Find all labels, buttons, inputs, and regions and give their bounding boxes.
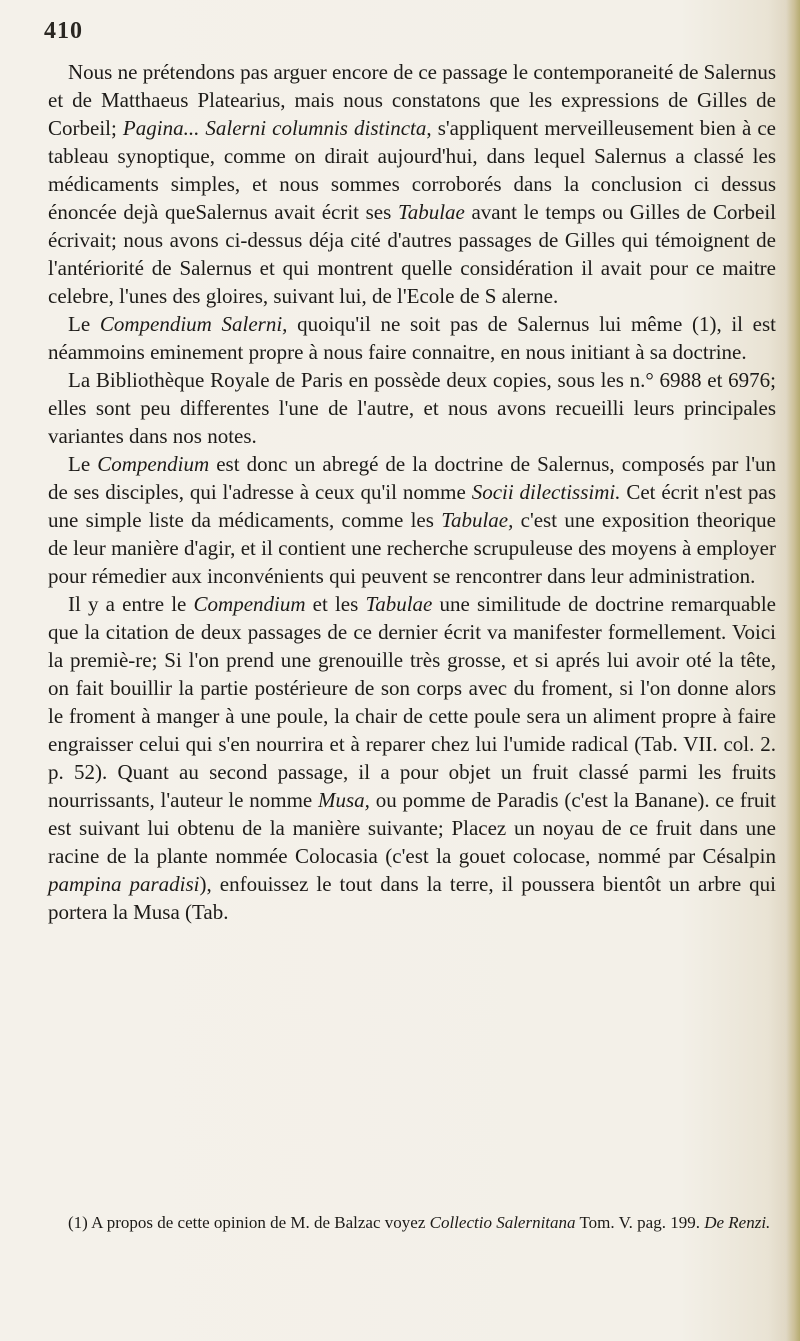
text-run: Nous ne prétendons pas arguer encore de ce passage le contemporaneité de Salernus et de Matthaeus Platearius, mais nous constatons que les expressions de Gilles de Corbeil; <box>48 60 776 140</box>
text-run: et les <box>305 592 366 616</box>
paragraph <box>48 590 776 926</box>
footnote <box>48 1212 776 1234</box>
italic-run: Pagina... Salerni columnis distincta <box>122 116 427 140</box>
paragraph <box>48 366 776 450</box>
text-run: , s'appliquent merveilleusement bien à ce tableau synoptique, comme on dirait aujourd'hui, dans lequel Salernus a classé les médicaments simples, et nous sommes corroborés dans la conclusion ci dessus énoncée dejà queSalernus avait écrit ses <box>48 116 777 224</box>
page-edge-shadow <box>786 0 800 1341</box>
text-run: Il y a entre le <box>68 592 194 616</box>
italic-run: Musa, <box>318 788 370 812</box>
text-run: La Bibliothèque Royale de Paris en possède deux copies, sous les n.° 6988 et 6976; elles sont peu differentes l'une de l'autre, et nous avons recueilli leurs principales variantes dans nos notes. <box>48 368 776 448</box>
italic-run: Compendium <box>193 592 306 616</box>
text-run: ), enfouissez le tout dans la terre, il poussera bientôt un arbre qui portera la Musa (Tab. <box>48 872 776 924</box>
body-text <box>48 58 776 926</box>
text-run: ou pomme de Paradis (c'est la Banane). ce fruit est suivant lui obtenu de la manière suivante; Placez un noyau de ce fruit dans une racine de la plante nommée Colocasia (c'est la gouet colocase, nommé par Césalpin <box>48 788 776 868</box>
paragraph <box>48 310 776 366</box>
text-run: (1) A propos de cette opinion de M. de Balzac voyez <box>68 1213 430 1232</box>
page-number: 410 <box>44 18 83 44</box>
italic-run: Compendium Salerni, <box>99 312 288 336</box>
italic-run: Tabulae <box>397 200 465 224</box>
italic-run: Tabulae <box>365 592 433 616</box>
text-run: Tom. V. pag. 199. <box>575 1213 705 1232</box>
italic-run: Tabulae, <box>441 508 514 532</box>
italic-run: Socii dilectissimi. <box>471 480 621 504</box>
text-run: est donc un abregé de la doctrine de Salernus, composés par l'un de ses disciples, qui l'adresse à ceux qu'il nomme <box>48 452 777 504</box>
text-run: une similitude de doctrine remarquable que la citation de deux passages de ce dernier écrit va manifester formellement. Voici la premiè-re; Si l'on prend une grenouille très grosse, et si aprés lui avoir oté la tête, on fait bouillir la partie postérieure de son corps avec du froment, si l'on donne alors le froment à manger à une poule, la chair de cette poule sera un aliment propre à faire engraisser celui qui s'en nourrira et à reparer chez lui l'umide radical (Tab. VII. col. 2. p. 52). Quant au second passage, il a pour objet un fruit classé parmi les fruits nourrissants, l'auteur le nomme <box>48 592 776 812</box>
italic-run: pampina paradisi <box>48 872 200 896</box>
paragraph <box>48 450 776 590</box>
footnote-paragraph <box>48 1212 776 1234</box>
text-run: Le <box>68 452 98 476</box>
italic-run: De Renzi. <box>704 1213 771 1232</box>
text-run: Cet écrit n'est pas une simple liste da médicaments, comme les <box>48 480 776 532</box>
text-run: c'est une exposition theorique de leur manière d'agir, et il contient une recherche scrupuleuse des moyens à employer pour rémedier aux inconvénients qui peuvent se rencontrer dans leur administration. <box>48 508 776 588</box>
text-run: avant le temps ou Gilles de Corbeil écrivait; nous avons ci-dessus déja cité d'autres passages de Gilles qui témoignent de l'antériorité de Salernus et qui montrent quelle considération il avait pour ce maitre celebre, l'unes des gloires, suivant lui, de l'Ecole de S alerne. <box>48 200 776 308</box>
text-run: quoiqu'il ne soit pas de Salernus lui même (1), il est néammoins eminement propre à nous faire connaitre, en nous initiant à sa doctrine. <box>48 312 777 364</box>
text-run: Le <box>68 312 100 336</box>
italic-run: Collectio Salernitana <box>429 1213 576 1232</box>
paragraph <box>48 58 776 310</box>
italic-run: Compendium <box>97 452 210 476</box>
